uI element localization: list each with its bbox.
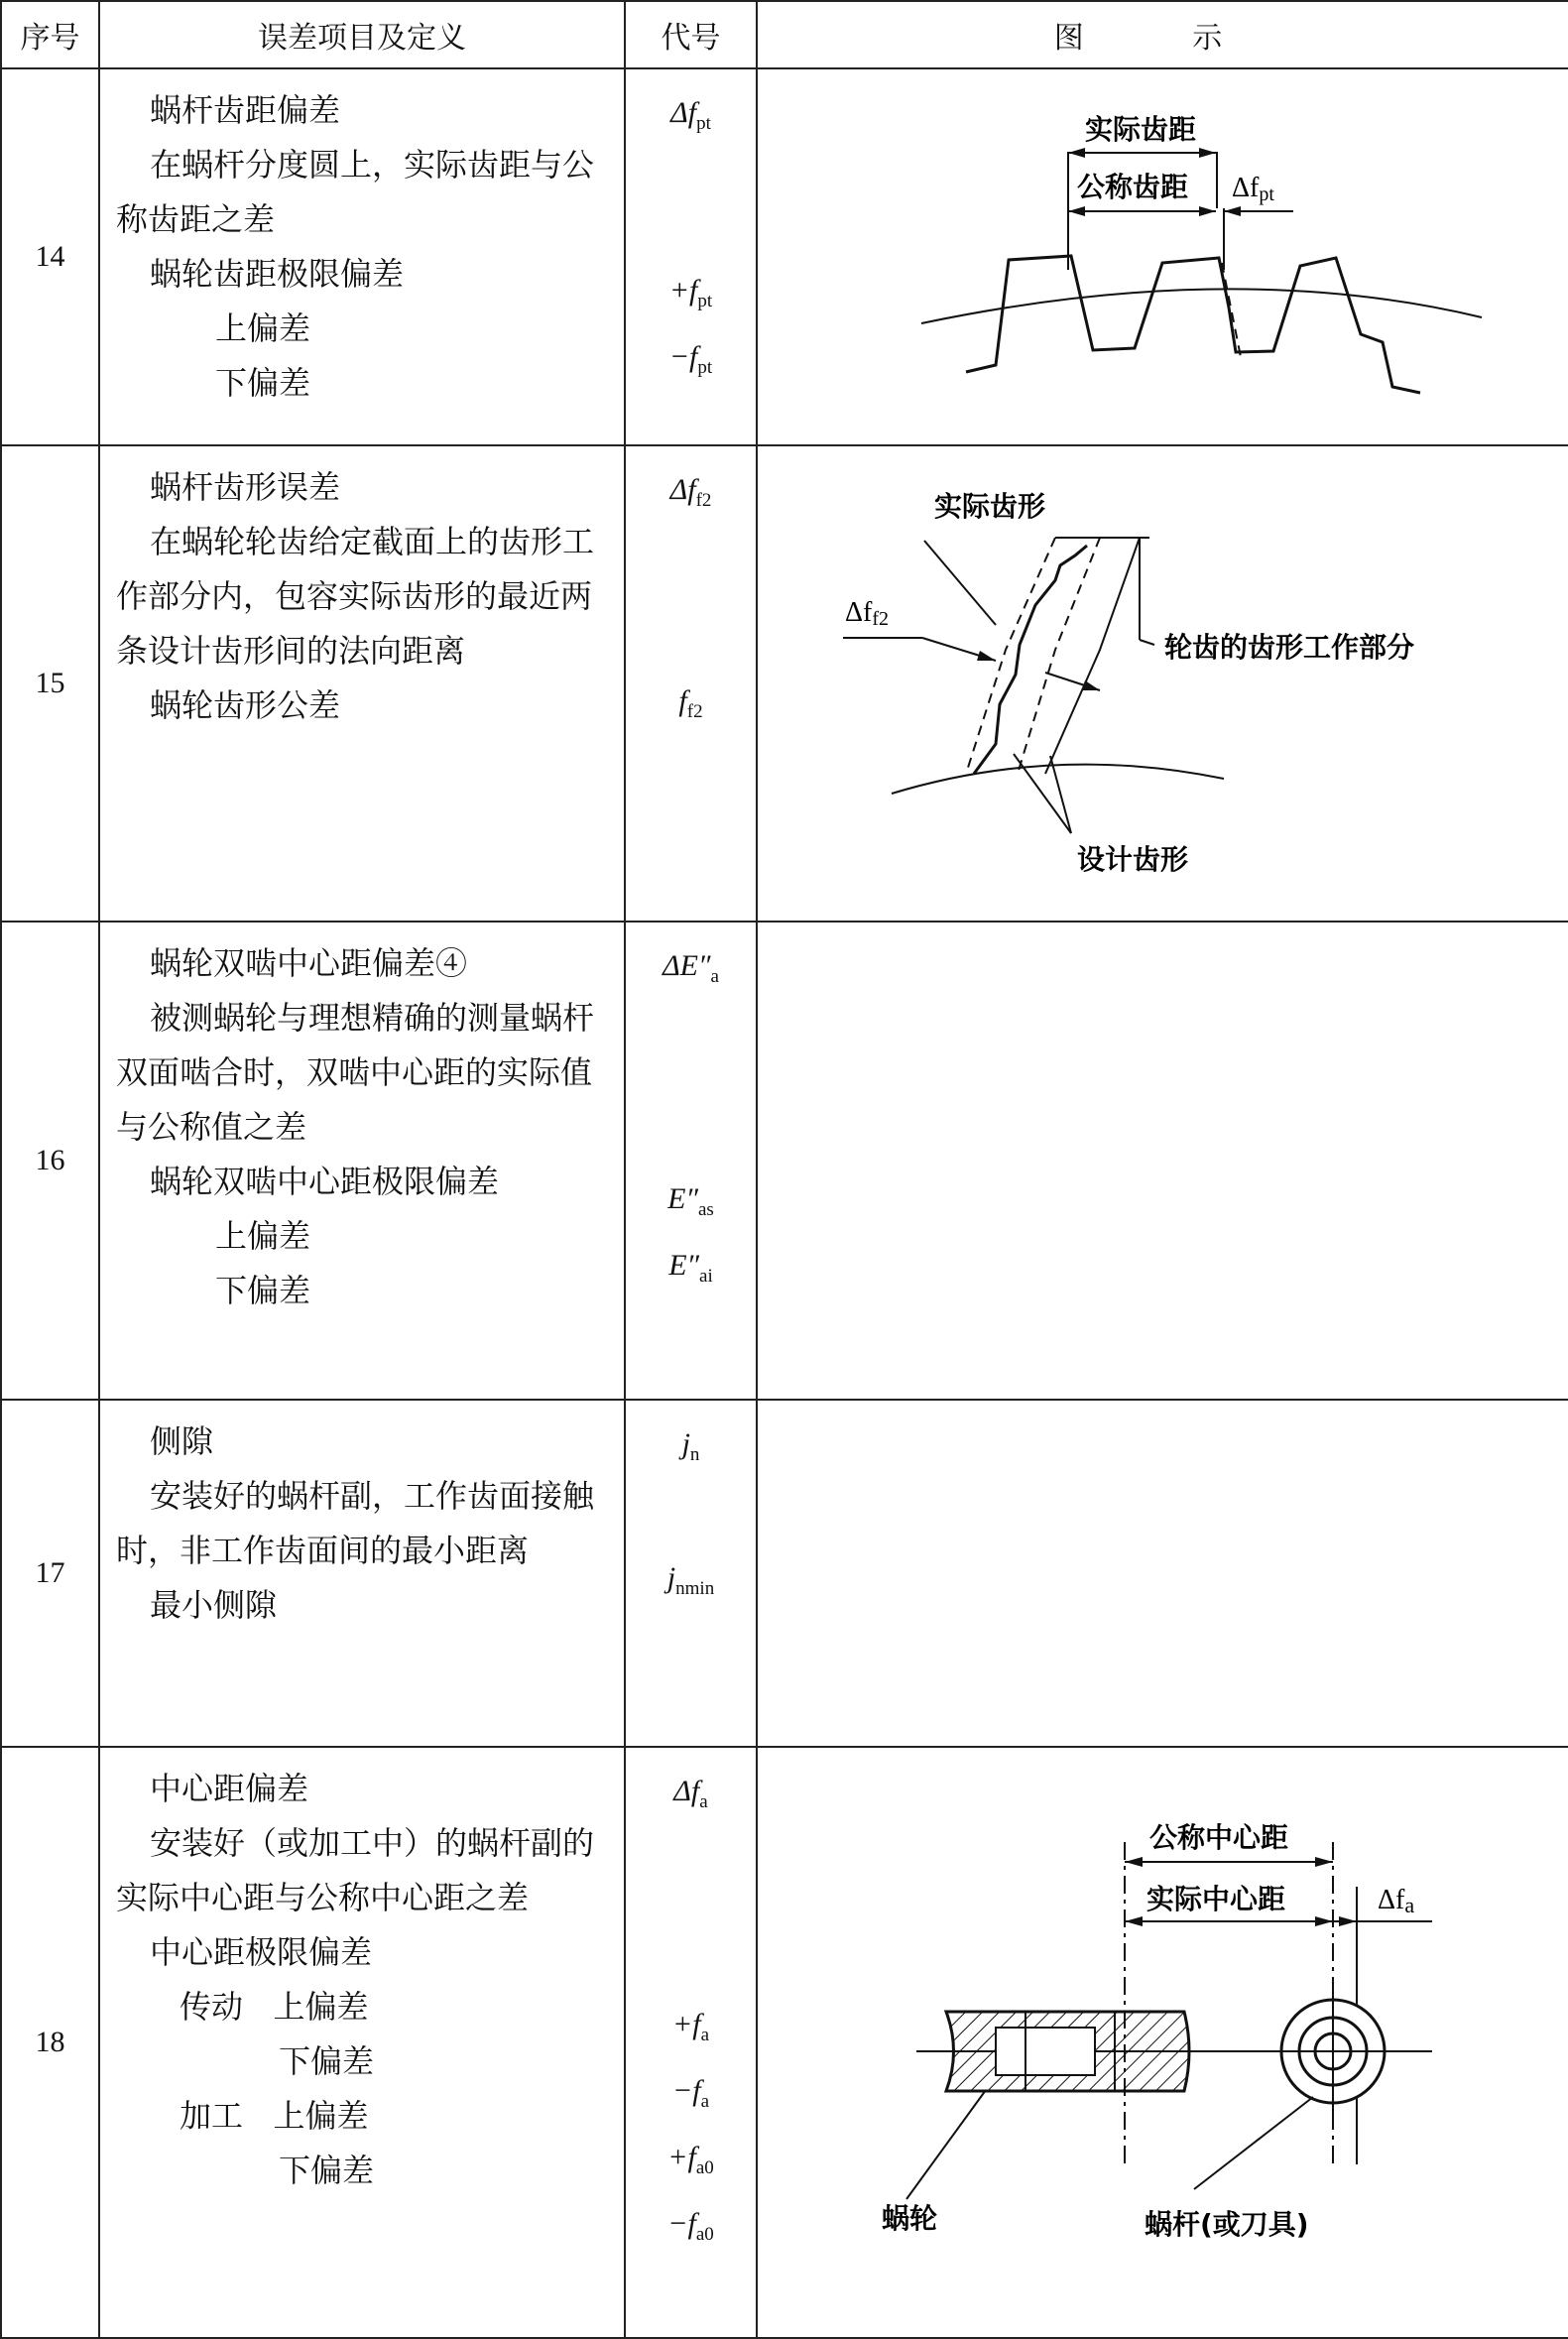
row-code: $\Delta E''_a$ $E''_{as}$ $E''_{ai}$ [625, 922, 757, 1400]
row-number: 17 [1, 1400, 99, 1747]
header-def: 误差项目及定义 [99, 1, 625, 68]
empty-figure-cell [757, 1400, 1568, 1747]
label-delta-fpt: Δfpt [1232, 173, 1274, 205]
center-distance-figure [757, 1747, 1568, 2338]
row-number: 16 [1, 922, 99, 1400]
row-code: $\Delta f_{pt}$ $+f_{pt}$ $-f_{pt}$ [625, 68, 757, 445]
label-nominal-center: 公称中心距 [1149, 1821, 1289, 1854]
label-design-profile: 设计齿形 [1077, 843, 1189, 876]
table-row [1, 445, 1568, 922]
table-row [1, 68, 1568, 445]
table-row [1, 922, 1568, 1400]
label-actual-pitch: 实际齿距 [1085, 113, 1197, 146]
label-actual-profile: 实际齿形 [934, 490, 1046, 523]
label-worm-wheel: 蜗轮 [882, 2202, 938, 2235]
row-definition: 蜗杆齿距偏差 在蜗杆分度圆上，实际齿距与公称齿距之差 蜗轮齿距极限偏差 上偏差 下偏差 [99, 68, 625, 445]
empty-figure-cell [757, 922, 1568, 1400]
row-code: $\Delta f_a$ $+f_a$ $-f_a$ $+f_{a0}$ $-f_{a0}$ [625, 1747, 757, 2338]
row-definition: 中心距偏差 安装好（或加工中）的蜗杆副的实际中心距与公称中心距之差 中心距极限偏差 传动 上偏差 下偏差 加工 上偏差 下偏差 [99, 1747, 625, 2338]
label-delta-ff2: Δff2 [845, 597, 890, 630]
pitch-deviation-figure [757, 68, 1568, 445]
label-worm: 蜗杆(或刀具) [1145, 2208, 1309, 2241]
label-working-part: 轮齿的齿形工作部分 [1164, 631, 1415, 664]
header-no: 序号 [1, 1, 99, 68]
row-number: 15 [1, 445, 99, 922]
row-number: 18 [1, 1747, 99, 2338]
row-code: $\Delta f_{f2}$ $f_{f2}$ [625, 445, 757, 922]
label-delta-fa: Δfa [1378, 1885, 1415, 1917]
table-row [1, 1747, 1568, 2338]
row-number: 14 [1, 68, 99, 445]
header-fig: 图 示 [757, 1, 1568, 68]
row-code: $j_n$ $j_{nmin}$ [625, 1400, 757, 1747]
label-nominal-pitch: 公称齿距 [1077, 171, 1189, 203]
table-row [1, 1400, 1568, 1747]
row-definition: 蜗轮双啮中心距偏差④ 被测蜗轮与理想精确的测量蜗杆双面啮合时，双啮中心距的实际值与公称值之差 蜗轮双啮中心距极限偏差 上偏差 下偏差 [99, 922, 625, 1400]
row-definition: 蜗杆齿形误差 在蜗轮轮齿给定截面上的齿形工作部分内，包容实际齿形的最近两条设计齿形间的法向距离 蜗轮齿形公差 [99, 445, 625, 922]
label-actual-center: 实际中心距 [1146, 1883, 1286, 1915]
row-definition: 侧隙 安装好的蜗杆副，工作齿面接触时，非工作齿面间的最小距离 最小侧隙 [99, 1400, 625, 1747]
profile-error-figure [757, 445, 1568, 922]
header-code: 代号 [625, 1, 757, 68]
header-row [1, 1, 1568, 68]
